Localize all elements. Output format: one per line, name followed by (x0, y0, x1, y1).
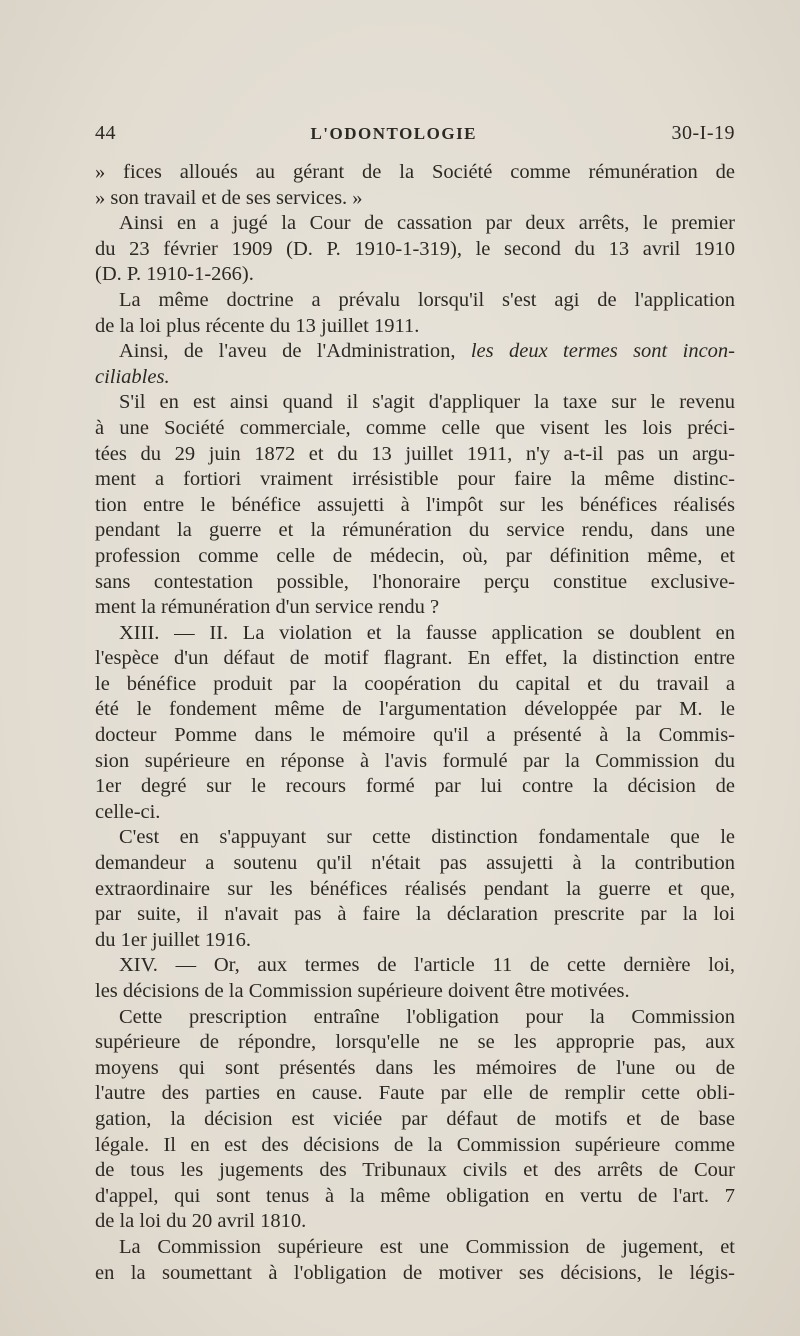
text-line: extraordinaire sur les bénéfices réalisés pendant la guerre et que, (95, 877, 735, 900)
text-line: Cette prescription entraîne l'obligation pour la Commission (119, 1005, 735, 1028)
text-line: tion entre le bénéfice assujetti à l'impôt sur les bénéfices réalisés (95, 493, 735, 516)
text-line: moyens qui sont présentés dans les mémoires de l'une ou de (95, 1056, 735, 1079)
text-line: du 23 février 1909 (D. P. 1910-1-319), le second du 13 avril 1910 (95, 237, 735, 260)
text-line: docteur Pomme dans le mémoire qu'il a présenté à la Commis- (95, 724, 735, 747)
text-line: en la soumettant à l'obligation de motiver ses décisions, le légis- (95, 1261, 735, 1284)
text-line: C'est en s'appuyant sur cette distinction fondamentale que le (119, 826, 735, 849)
journal-title: L'ODONTOLOGIE (310, 124, 478, 143)
text-line: l'autre des parties en cause. Faute par elle de remplir cette obli- (95, 1082, 735, 1105)
text-line: ment la rémunération d'un service rendu ? (95, 596, 440, 619)
text-line: gation, la décision est viciée par défaut de motifs et de base (95, 1107, 735, 1130)
text-line: La même doctrine a prévalu lorsqu'il s'est agi de l'application (119, 288, 735, 311)
text-line: ciliables. (95, 365, 170, 388)
text-line: de tous les jugements des Tribunaux civils et des arrêts de Cour (95, 1159, 735, 1182)
text-line: sion supérieure en réponse à l'avis formulé par la Commission du (95, 749, 735, 772)
text-line: celle-ci. (95, 800, 161, 823)
text-line: pendant la guerre et la rémunération du service rendu, dans une (95, 519, 735, 542)
text-line: » son travail et de ses services. » (95, 186, 363, 209)
body-text (95, 160, 735, 1286)
text-line: S'il en est ainsi quand il s'agit d'appliquer la taxe sur le revenu (119, 391, 735, 414)
text-line: demandeur a soutenu qu'il n'était pas assujetti à la contribution (95, 852, 735, 875)
text-line: Ainsi en a jugé la Cour de cassation par deux arrêts, le premier (119, 212, 735, 235)
text-line: 1er degré sur le recours formé par lui contre la décision de (95, 775, 735, 798)
text-line: supérieure de répondre, lorsqu'elle ne se les approprie pas, aux (95, 1031, 735, 1054)
text-line: les décisions de la Commission supérieure doivent être motivées. (95, 980, 630, 1002)
text-line: de la loi du 20 avril 1810. (95, 1210, 307, 1233)
page-number: 44 (95, 122, 116, 144)
issue-date: 30-I-19 (671, 122, 735, 144)
text-line: d'appel, qui sont tenus à la même obligation en vertu de l'art. 7 (95, 1184, 735, 1207)
running-header (95, 122, 735, 145)
text-line: La Commission supérieure est une Commission de jugement, et (119, 1235, 735, 1258)
text-line: » fices alloués au gérant de la Société comme rémunération de (95, 161, 735, 183)
text-line: profession comme celle de médecin, où, par définition même, et (95, 544, 735, 567)
text-line: l'espèce d'un défaut de motif flagrant. En effet, la distinction entre (95, 647, 735, 670)
text-line: XIII. — II. La violation et la fausse application se doublent en (119, 621, 735, 644)
text-line: sans contestation possible, l'honoraire perçu constitue exclusive- (95, 570, 735, 593)
text-line: légale. Il en est des décisions de la Commission supérieure comme (95, 1133, 735, 1156)
text-line: ment a fortiori vraiment irrésistible pour faire la même distinc- (95, 468, 735, 491)
text-line: à une Société commerciale, comme celle que visent les lois préci- (95, 416, 735, 439)
text-line: Ainsi, de l'aveu de l'Administration, les deux termes sont incon- (119, 340, 735, 363)
text-line: par suite, il n'avait pas à faire la déclaration prescrite par la loi (95, 903, 735, 926)
text-line: le bénéfice produit par la coopération du capital et du travail a (95, 672, 735, 695)
text-line: de la loi plus récente du 13 juillet 1911. (95, 314, 420, 337)
text-line: été le fondement même de l'argumentation développée par M. le (95, 698, 735, 721)
text-line: (D. P. 1910-1-266). (95, 263, 254, 286)
text-line: XIV. — Or, aux termes de l'article 11 de cette dernière loi, (119, 954, 735, 977)
text-line: tées du 29 juin 1872 et du 13 juillet 1911, n'y a-t-il pas un argu- (95, 442, 735, 465)
text-line: du 1er juillet 1916. (95, 928, 252, 951)
